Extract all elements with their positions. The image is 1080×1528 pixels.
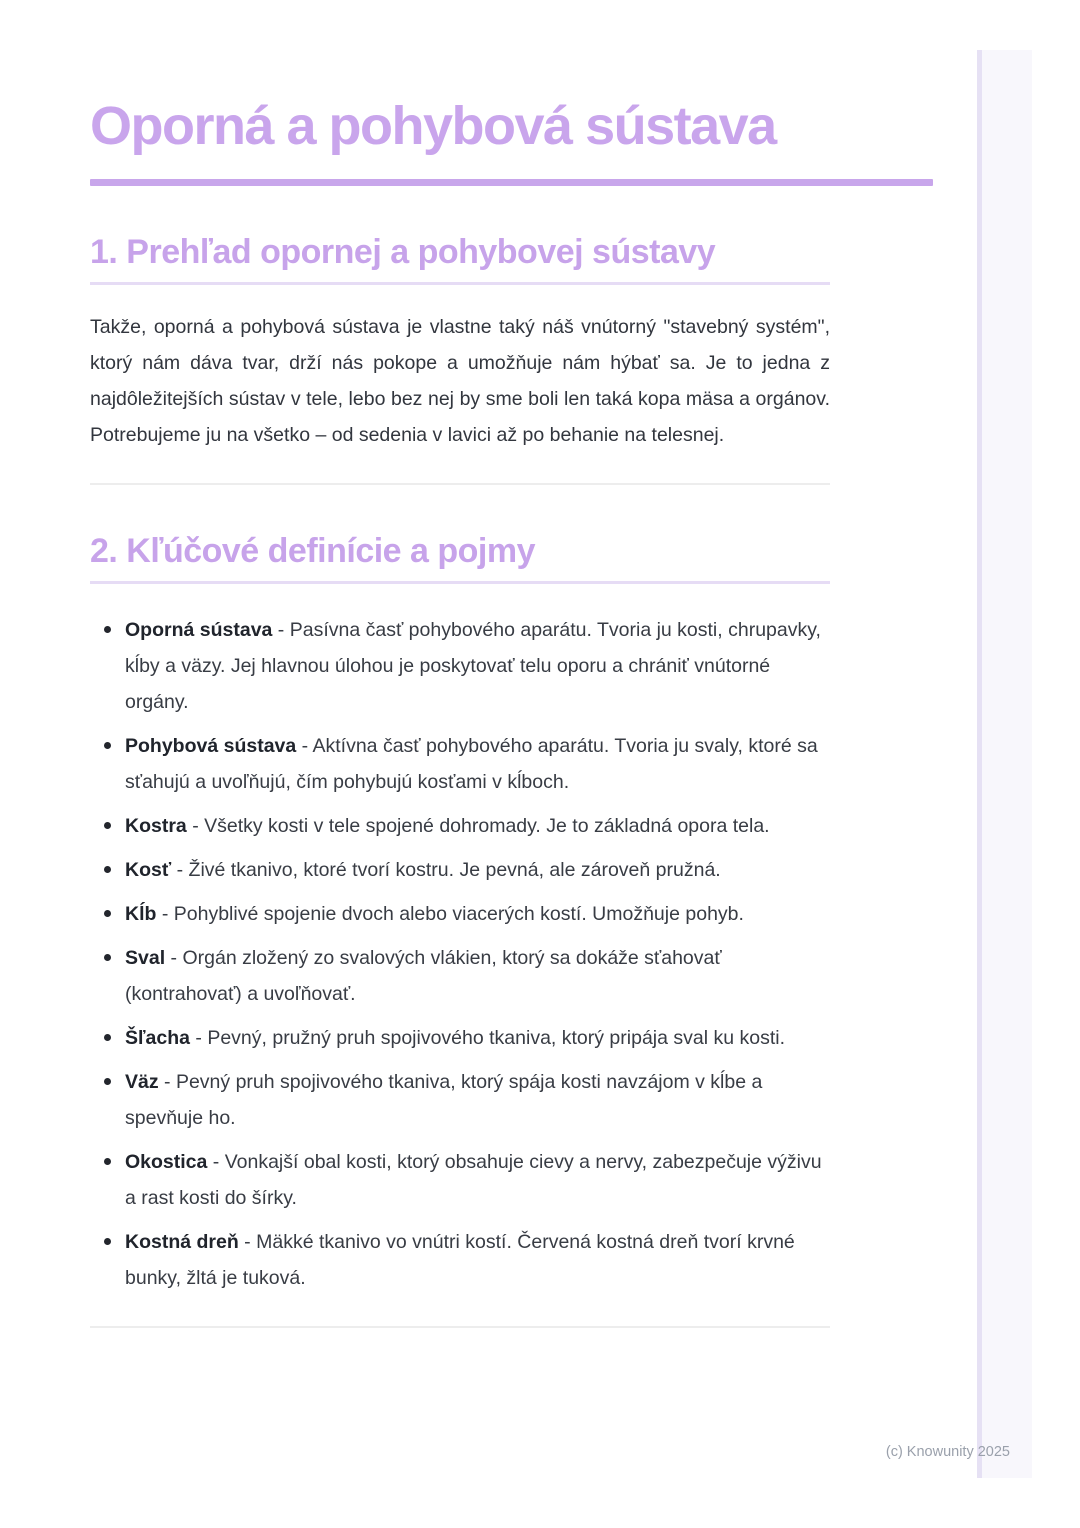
definition-separator: - bbox=[158, 1071, 176, 1093]
definition-item bbox=[90, 852, 830, 888]
definition-text: Vonkajší obal kosti, ktorý obsahuje cievy a nervy, zabezpečuje výživu a rast kosti do šírky. bbox=[125, 1151, 822, 1209]
bullet-icon bbox=[104, 954, 111, 961]
definition-text: Pohyblivé spojenie dvoch alebo viacerých kostí. Umožňuje pohyb. bbox=[173, 903, 744, 925]
definition-item bbox=[90, 1144, 830, 1216]
definition-item bbox=[90, 896, 830, 932]
definition-term: Kosť bbox=[125, 859, 172, 881]
definition-text: Orgán zložený zo svalových vlákien, ktorý sa dokáže sťahovať (kontrahovať) a uvoľňovať. bbox=[125, 947, 722, 1005]
definition-term: Pohybová sústava bbox=[125, 735, 297, 757]
definitions-list bbox=[90, 612, 830, 1296]
section-1-paragraph: Takže, oporná a pohybová sústava je vlastne taký náš vnútorný "stavebný systém", ktorý nám dáva tvar, drží nás pokope a umožňuje nám hýbať sa. Je to jedna z najdôležitejších sústav v tele, lebo bez nej by sme boli len taká kopa mäsa a orgánov. Potrebujeme ju na všetko – od sedenia v lavici až po behanie na telesnej. bbox=[90, 316, 830, 446]
bullet-icon bbox=[104, 742, 111, 749]
definition-separator: - bbox=[272, 619, 290, 641]
definition-term: Šľacha bbox=[125, 1027, 190, 1049]
definition-term: Sval bbox=[125, 947, 166, 969]
definition-text: Pevný, pružný pruh spojivového tkaniva, ktorý pripája sval ku kosti. bbox=[207, 1027, 786, 1049]
bullet-icon bbox=[104, 1034, 111, 1041]
definition-item bbox=[90, 808, 830, 844]
definition-term: Kostra bbox=[125, 815, 187, 837]
definition-term: Oporná sústava bbox=[125, 619, 273, 641]
definition-term: Okostica bbox=[125, 1151, 208, 1173]
section-2-underline bbox=[90, 581, 830, 584]
definition-term: Kostná dreň bbox=[125, 1231, 239, 1253]
page-title: Oporná a pohybová sústava bbox=[90, 96, 776, 156]
bullet-icon bbox=[104, 1238, 111, 1245]
bullet-icon bbox=[104, 626, 111, 633]
definition-item bbox=[90, 1064, 830, 1136]
definition-item bbox=[90, 728, 830, 800]
definition-term: Väz bbox=[125, 1071, 159, 1093]
definition-term: Kĺb bbox=[125, 903, 157, 925]
definition-item bbox=[90, 612, 830, 720]
definition-separator: - bbox=[171, 859, 189, 881]
definition-separator: - bbox=[296, 735, 313, 757]
section-divider bbox=[90, 483, 830, 485]
definition-text: Živé tkanivo, ktoré tvorí kostru. Je pevná, ale zároveň pružná. bbox=[188, 859, 721, 881]
document-page bbox=[90, 0, 830, 1328]
bullet-icon bbox=[104, 822, 111, 829]
definition-text: Všetky kosti v tele spojené dohromady. Je to základná opora tela. bbox=[204, 815, 770, 837]
definition-separator: - bbox=[165, 947, 183, 969]
definition-text: Mäkké tkanivo vo vnútri kostí. Červená kostná dreň tvorí krvné bunky, žltá je tuková. bbox=[125, 1231, 795, 1289]
definition-item bbox=[90, 1020, 830, 1056]
definition-separator: - bbox=[156, 903, 174, 925]
bullet-icon bbox=[104, 866, 111, 873]
title-rule bbox=[90, 179, 933, 186]
section-1-heading: 1. Prehľad opornej a pohybovej sústavy bbox=[90, 233, 716, 271]
bullet-icon bbox=[104, 1078, 111, 1085]
bottom-divider bbox=[90, 1326, 830, 1328]
definition-separator: - bbox=[189, 1027, 208, 1049]
definition-separator: - bbox=[238, 1231, 257, 1253]
page-edge-stripe bbox=[977, 50, 1032, 1478]
definition-text: Pevný pruh spojivového tkaniva, ktorý spája kosti navzájom v kĺbe a spevňuje ho. bbox=[125, 1071, 763, 1129]
footer-copyright: (c) Knowunity 2025 bbox=[885, 1444, 1010, 1460]
definition-separator: - bbox=[207, 1151, 225, 1173]
definition-item bbox=[90, 1224, 830, 1296]
definition-separator: - bbox=[186, 815, 205, 837]
definition-text: Aktívna časť pohybového aparátu. Tvoria ju svaly, ktoré sa sťahujú a uvoľňujú, čím pohybujú kosťami v kĺboch. bbox=[125, 735, 818, 793]
section-1-underline bbox=[90, 282, 830, 285]
bullet-icon bbox=[104, 910, 111, 917]
definition-text: Pasívna časť pohybového aparátu. Tvoria ju kosti, chrupavky, kĺby a väzy. Jej hlavnou úlohou je poskytovať telu oporu a chrániť vnútorné orgány. bbox=[125, 619, 821, 713]
definition-item bbox=[90, 940, 830, 1012]
bullet-icon bbox=[104, 1158, 111, 1165]
section-2-heading: 2. Kľúčové definície a pojmy bbox=[90, 532, 536, 570]
